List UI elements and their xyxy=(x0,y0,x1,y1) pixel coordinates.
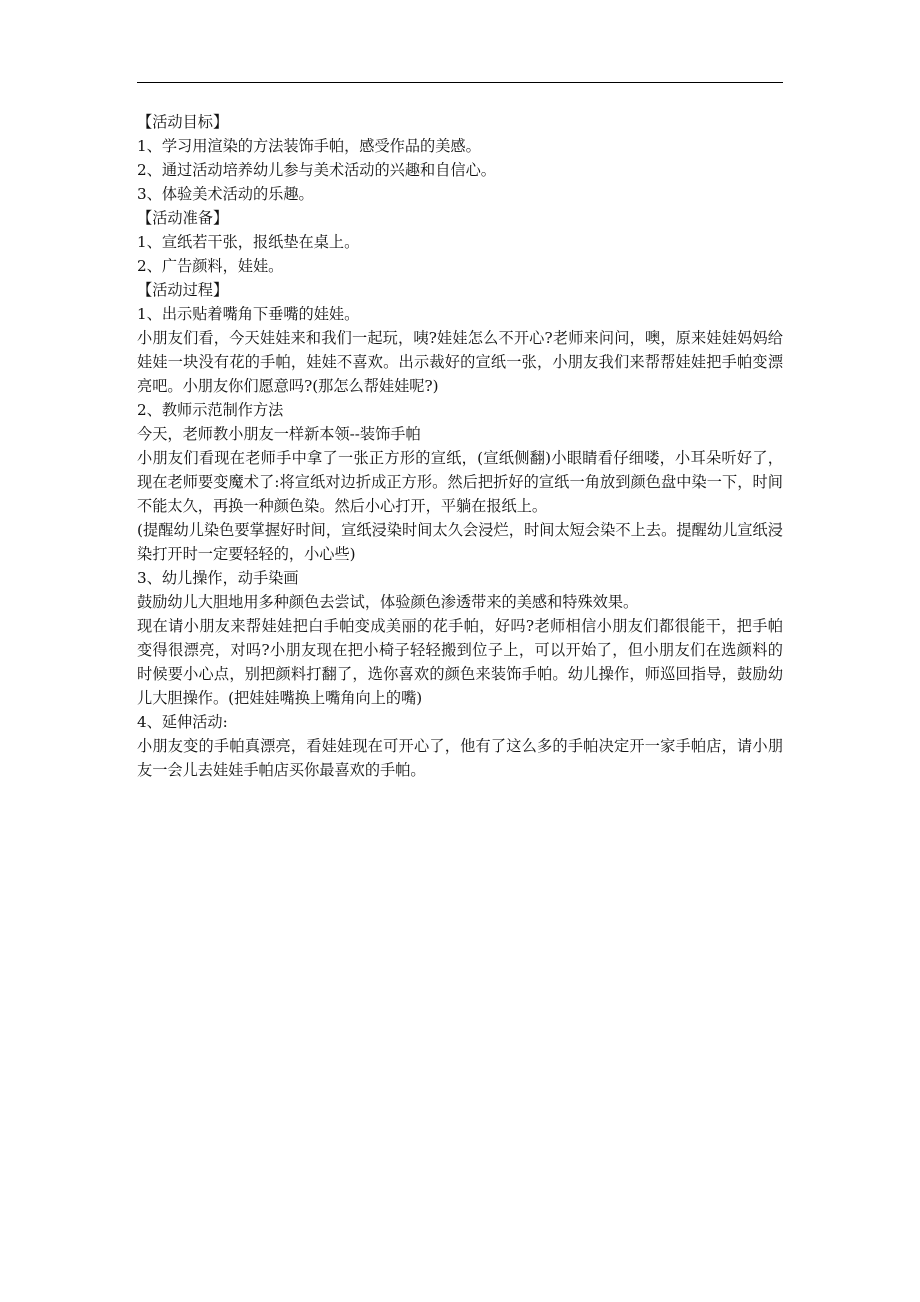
process-step-2-text: 小朋友们看现在老师手中拿了一张正方形的宣纸，(宣纸侧翻)小眼睛看仔细喽，小耳朵听好了，现在老师要变魔术了:将宣纸对边折成正方形。然后把折好的宣纸一角放到颜色盘中染一下，时间不能太久，再换一种颜色染。然后小心打开，平躺在报纸上。 xyxy=(137,449,783,515)
process-step-3-intro: 鼓励幼儿大胆地用多种颜色去尝试，体验颜色渗透带来的美感和特殊效果。 xyxy=(137,593,639,611)
goal-item-3: 3、体验美术活动的乐趣。 xyxy=(137,185,314,203)
goal-item-1: 1、学习用渲染的方法装饰手帕，感受作品的美感。 xyxy=(137,137,481,155)
process-step-1-text: 小朋友们看，今天娃娃来和我们一起玩，咦?娃娃怎么不开心?老师来问问，噢，原来娃娃妈妈给娃娃一块没有花的手帕，娃娃不喜欢。出示裁好的宣纸一张，小朋友我们来帮帮娃娃把手帕变漂亮吧。小朋友你们愿意吗?(那怎么帮娃娃呢?) xyxy=(137,329,783,395)
goal-item-2: 2、通过活动培养幼儿参与美术活动的兴趣和自信心。 xyxy=(137,161,496,179)
process-step-4-title: 4、延伸活动: xyxy=(137,713,228,731)
process-step-2-note: (提醒幼儿染色要掌握好时间，宣纸浸染时间太久会浸烂，时间太短会染不上去。提醒幼儿宣纸浸染打开时一定要轻轻的，小心些) xyxy=(137,521,783,563)
preparation-item-1: 1、宣纸若干张，报纸垫在桌上。 xyxy=(137,233,360,251)
section-heading-process: 【活动过程】 xyxy=(137,281,229,299)
process-step-3-title: 3、幼儿操作，动手染画 xyxy=(137,569,299,587)
section-heading-goals: 【活动目标】 xyxy=(137,113,229,131)
process-step-2-intro: 今天，老师教小朋友一样新本领--装饰手帕 xyxy=(137,425,421,443)
process-step-3-text: 现在请小朋友来帮娃娃把白手帕变成美丽的花手帕，好吗?老师相信小朋友们都很能干，把手帕变得很漂亮，对吗?小朋友现在把小椅子轻轻搬到位子上，可以开始了，但小朋友们在选颜料的时候要小心点，别把颜料打翻了，选你喜欢的颜色来装饰手帕。幼儿操作，师巡回指导，鼓励幼儿大胆操作。(把娃娃嘴换上嘴角向上的嘴) xyxy=(137,617,783,707)
process-step-1-title: 1、出示贴着嘴角下垂嘴的娃娃。 xyxy=(137,305,360,323)
section-heading-preparation: 【活动准备】 xyxy=(137,209,229,227)
process-step-2-title: 2、教师示范制作方法 xyxy=(137,401,284,419)
preparation-item-2: 2、广告颜料，娃娃。 xyxy=(137,257,284,275)
document-body xyxy=(137,110,783,782)
process-step-4-text: 小朋友变的手帕真漂亮，看娃娃现在可开心了，他有了这么多的手帕决定开一家手帕店，请小朋友一会儿去娃娃手帕店买你最喜欢的手帕。 xyxy=(137,737,783,779)
header-rule xyxy=(137,82,783,83)
